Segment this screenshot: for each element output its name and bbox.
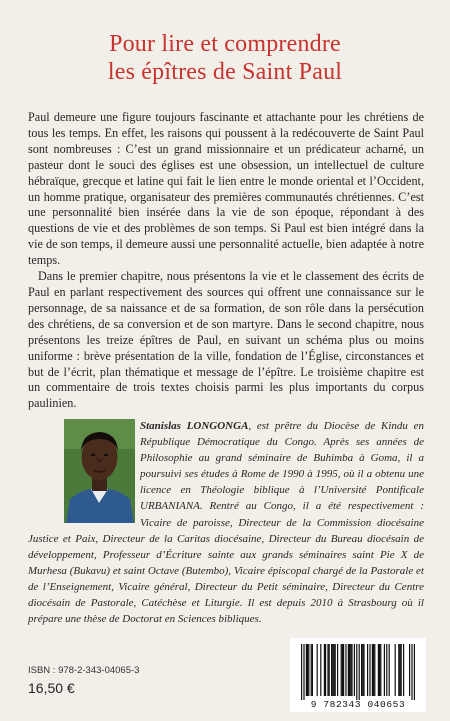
barcode-bar xyxy=(342,644,343,696)
barcode-bar xyxy=(350,644,351,696)
barcode-bar xyxy=(324,644,325,696)
blurb-paragraph-2: Dans le premier chapitre, nous présentons la vie et le classement des écrits de Paul en parlant respectivement des sources qui offrent une connaissance sur le personnage, de sa naissance et de sa formation, de son rôle dans la persécution des chrétiens, de sa conversion et de son martyre. Dans le second chapitre, nous présentons les treize épîtres de Paul, en suivant un schéma plus ou moins uniforme : brève présentation de la ville, fondation de l’Église, circonstances et but de l’écrit, plan thématique et message de l’épître. Le troisième chapitre est un commentaire de trois textes choisis parmi les plus importants du corpus paulinien. xyxy=(28,269,424,411)
barcode-bar xyxy=(389,644,390,696)
barcode-bar xyxy=(317,644,318,696)
barcode-bar xyxy=(335,644,336,696)
barcode-bar xyxy=(301,644,302,700)
barcode-number: 9 782343 040653 xyxy=(310,699,406,710)
barcode-bar xyxy=(401,644,402,696)
barcode-bar xyxy=(303,644,304,700)
barcode-bar xyxy=(331,644,332,696)
barcode-bar xyxy=(306,644,307,696)
barcode-bar xyxy=(359,644,360,700)
barcode-bar xyxy=(362,644,363,696)
barcode-bar xyxy=(395,644,396,696)
barcode-bar xyxy=(399,644,400,696)
barcode-bar xyxy=(379,644,380,696)
author-photo xyxy=(64,419,135,523)
barcode xyxy=(290,638,426,712)
barcode-bar xyxy=(320,644,321,696)
barcode-bar xyxy=(311,644,312,696)
barcode-bar xyxy=(333,644,334,696)
barcode-bar xyxy=(414,644,415,700)
blurb xyxy=(28,110,424,412)
barcode-bar xyxy=(337,644,338,696)
author-bio-text: , est prêtre du Diocèse de Kindu en République Démocratique du Congo. Après ses années de Philosophie au grand séminaire de Buhimba à Goma, il a poursuivi ses études à Rome de 1990 à 1995, où il a obtenu une licence en Théologie biblique à l’Université Pontificale URBANIANA. Rentré au Congo, il a été respectivement : Vicaire de paroisse, Directeur de la Commission diocésaine Justice et Paix, Directeur de la Caritas diocésaine, Directeur du Bureau diocésain de développement, Professeur d’Écriture sainte aux grands séminaires saint Pie X de Murhesa (Bukavu) et saint Octave (Butembo), Vicaire épiscopal chargé de la Pastorale et de l’Enseignement, Vicaire général, Directeur du Petit séminaire, Directeur du Centre diocésain de Pastorale, Catéchèse et Liturgie. Il est depuis 2010 à Strasbourg où il prépare une thèse de Doctorat en Sciences bibliques. xyxy=(28,420,425,626)
barcode-bar xyxy=(343,644,344,696)
barcode-bar xyxy=(348,644,349,696)
barcode-bar xyxy=(386,644,387,696)
blurb-paragraph-1: Paul demeure une figure toujours fascinante et attachante pour les chrétiens de tous les temps. En effet, les raisons qui poussent à la redécouverte de Saint Paul sont nombreuses : C’est un grand missionnaire et un prédicateur acharné, un pasteur dont le souci des églises est une obsession, un intellectuel de culture hébraïque, grecque et latine qui fait le lien entre le monde oriental et l’Occident, un homme pratique, organisateur des premières communautés chrétiennes. C’est une personnalité bien insérée dans la vie de son époque, répondant à des questions de vie et des problèmes de son temps. Si Paul est bien intégré dans la vie de son temps, il demeure aussi une personnalité actuelle, bien adaptée à notre temps. xyxy=(28,110,424,268)
barcode-bar xyxy=(312,644,313,696)
barcode-bar xyxy=(349,644,350,696)
barcode-bar xyxy=(403,644,404,696)
barcode-bar xyxy=(327,644,328,696)
barcode-bar xyxy=(332,644,333,696)
barcode-bar xyxy=(345,644,346,696)
barcode-bar xyxy=(361,644,362,696)
barcode-bar xyxy=(380,644,381,696)
barcode-bar xyxy=(372,644,373,696)
barcode-bar xyxy=(384,644,385,696)
barcode-bar xyxy=(398,644,399,696)
title-line-2: les épîtres de Saint Paul xyxy=(107,59,343,85)
author-name: Stanislas LONGONGA xyxy=(140,420,249,432)
barcode-bar xyxy=(363,644,364,696)
barcode-bar xyxy=(341,644,342,696)
price: 16,50 € xyxy=(28,680,75,696)
barcode-bar xyxy=(308,644,309,696)
barcode-bar xyxy=(325,644,326,696)
barcode-bar xyxy=(356,644,357,700)
barcode-bar xyxy=(369,644,370,696)
barcode-bar xyxy=(329,644,330,696)
barcode-bar xyxy=(307,644,308,696)
barcode-bar xyxy=(354,644,355,696)
barcode-bar xyxy=(351,644,352,696)
barcode-bar xyxy=(367,644,368,696)
book-title xyxy=(0,30,450,86)
title-line-1: Pour lire et comprendre xyxy=(109,31,341,57)
barcode-bar xyxy=(411,644,412,700)
barcode-bar xyxy=(409,644,410,696)
barcode-bar xyxy=(378,644,379,696)
barcode-bar xyxy=(374,644,375,696)
isbn: ISBN : 978-2-343-04065-3 xyxy=(28,665,140,676)
barcode-bar xyxy=(373,644,374,696)
